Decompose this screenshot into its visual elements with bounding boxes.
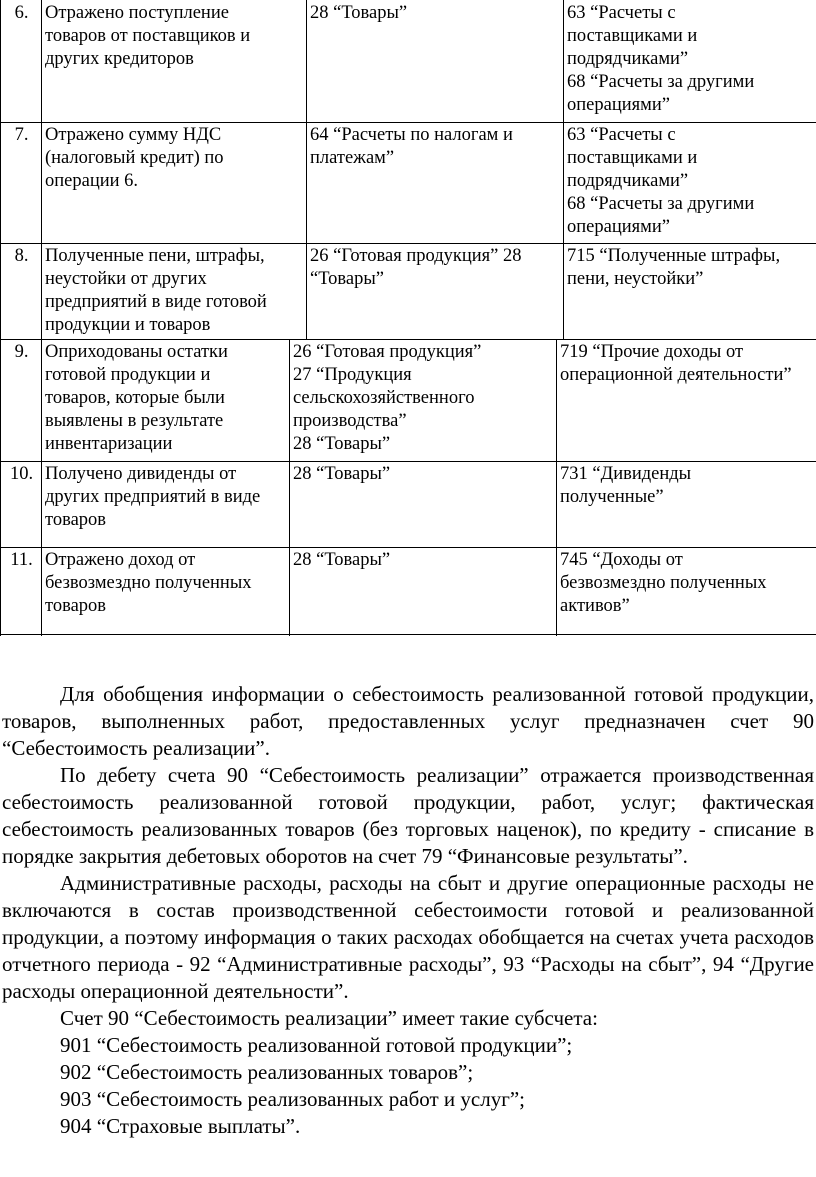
table-divider <box>306 0 307 339</box>
row-divider <box>0 243 816 244</box>
operation-description: Отражено поступление товаров от поставщиков и других кредиторов <box>45 3 251 69</box>
operation-description: Оприходованы остатки готовой продукции и товаров, которые были выявлены в результате инвентаризации <box>45 342 228 454</box>
paragraph: Административные расходы, расходы на сбыт и другие операционные расходы не включаются в состав производственной себестоимости готовой и реализованной продукции, а поэтому информация о таких расходах обобщается на счетах учета расходов отчетного периода - 92 “Административные расходы”, 93 “Расходы на сбыт”, 94 “Другие расходы операционной деятельности”. <box>2 871 814 1003</box>
row-number: 9. <box>14 342 29 362</box>
row-number: 6. <box>14 3 29 23</box>
debit-account: 64 “Расчеты по налогам и платежам” <box>310 125 513 168</box>
operation-description: Полученные пени, штрафы, неустойки от других предприятий в виде готовой продукции и товаров <box>45 246 267 335</box>
operation-description: Отражено доход от безвозмездно полученных товаров <box>45 550 252 616</box>
operation-description: Получено дивиденды от других предприятий в виде товаров <box>45 464 261 530</box>
body-text <box>2 681 814 1140</box>
subaccount-item: 901 “Себестоимость реализованной готовой продукции”; <box>60 1033 573 1057</box>
row-number: 8. <box>14 246 29 266</box>
credit-account: 715 “Полученные штрафы, пени, неустойки” <box>567 246 781 289</box>
row-divider <box>0 122 816 123</box>
subaccount-item: 904 “Страховые выплаты”. <box>60 1114 301 1138</box>
credit-account: 719 “Прочие доходы от операционной деятельности” <box>560 342 792 385</box>
table-divider <box>556 339 557 636</box>
row-number: 10. <box>9 464 34 484</box>
subaccounts-intro: Счет 90 “Себестоимость реализации” имеет такие субсчета: <box>60 1006 598 1030</box>
debit-account: 28 “Товары” <box>293 464 391 484</box>
table-border-bottom <box>0 634 816 635</box>
paragraph: По дебету счета 90 “Себестоимость реализации” отражается производственная себестоимость реализованной готовой продукции, работ, услуг; фактическая себестоимость реализованных товаров (без торговых наценок), по кредиту - списание в порядке закрытия дебетовых оборотов на счет 79 “Финансовые результаты”. <box>2 763 814 868</box>
debit-account: 26 “Готовая продукция” 28 “Товары” <box>310 246 522 289</box>
table-divider <box>41 0 42 636</box>
subaccount-item: 902 “Себестоимость реализованных товаров”; <box>60 1060 474 1084</box>
row-divider <box>0 547 816 548</box>
row-divider <box>0 339 816 340</box>
row-divider <box>0 461 816 462</box>
table-border-left <box>0 0 1 636</box>
row-number: 7. <box>14 125 29 145</box>
paragraph: Для обобщения информации о себестоимость реализованной готовой продукции, товаров, выполненных работ, предоставленных услуг предназначен счет 90 “Себестоимость реализации”. <box>2 682 814 760</box>
row-number: 11. <box>10 550 33 570</box>
credit-account: 63 “Расчеты с поставщиками и подрядчиками” 68 “Расчеты за другими операциями” <box>567 3 755 115</box>
table-divider <box>563 0 564 339</box>
debit-account: 28 “Товары” <box>310 3 408 23</box>
debit-account: 26 “Готовая продукция” 27 “Продукция сельскохозяйственного производства” 28 “Товары” <box>293 342 482 454</box>
subaccount-item: 903 “Себестоимость реализованных работ и услуг”; <box>60 1087 525 1111</box>
credit-account: 745 “Доходы от безвозмездно полученных активов” <box>560 550 767 616</box>
credit-account: 731 “Дивиденды полученные” <box>560 464 692 507</box>
table-divider <box>289 339 290 636</box>
debit-account: 28 “Товары” <box>293 550 391 570</box>
operation-description: Отражено сумму НДС (налоговый кредит) по операции 6. <box>45 125 224 191</box>
credit-account: 63 “Расчеты с поставщиками и подрядчиками” 68 “Расчеты за другими операциями” <box>567 125 755 237</box>
